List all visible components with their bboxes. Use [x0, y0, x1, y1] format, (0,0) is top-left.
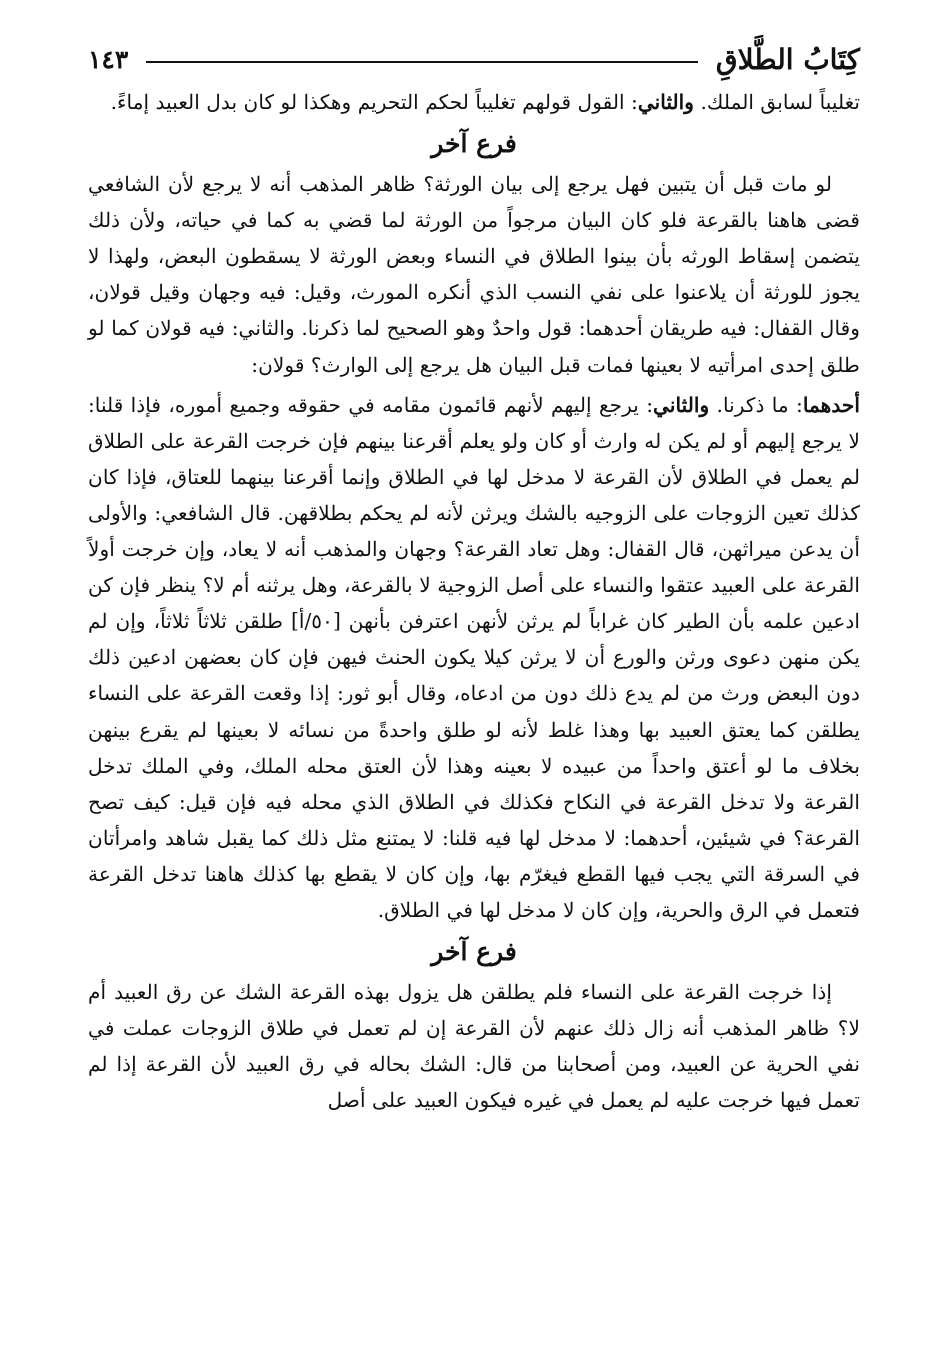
page-header — [88, 34, 860, 84]
second-opinion-label: والثاني — [637, 90, 695, 114]
section-2-paragraph: إذا خرجت القرعة على النساء فلم يطلقن هل يزول بهذه القرعة الشك عن رق العبيد أم لا؟ ظاهر المذهب أنه زال ذلك عنهم لأن القرعة إن لم تعمل في طلاق الزوجات عملت في نفي الحرية عن العبيد، ومن أصحابنا من قال: الشك بحاله في رق العبيد لأن القرعة إذا لم تعمل فيها خرجت عليه لم يعمل في غيره فيكون العبيد على أصل — [88, 980, 860, 1113]
second-opinion-text: : يرجع إليهم لأنهم قائمون مقامه في حقوقه وجميع أموره، فإذا قلنا: لا يرجع إليهم أو لم يكن له وارث أو كان ولو يعلم أقرعنا بينهم فإن خرجت القرعة على الطلاق لم يعمل في الطلاق لأن القرعة لا مدخل لها في الطلاق وإنما أقرعنا بينهما للعتاق، فإذا كان كذلك تعين الزوجات على الزوجيه بالشك ويرثن لأنه لم يحكم بطلاقهن. قال الشافعي: والأولى أن يدعن ميراثهن، قال القفال: وهل تعاد القرعة؟ وجهان والمذهب أنه لا يعاد، وإن خرجت أولاً القرعة على العبيد عتقوا والنساء على أصل الزوجية لا بالقرعة، وهل يرثنه أم لا؟ ينظر فإن كن ادعين علمه بأن الطير كان غراباً لم يرثن لأنهن اعترفن بأنهن [٥٠/أ] طلقن ثلاثاً ثلاثاً، وإن لم يكن منهن دعوى ورثن والورع أن لا يرثن كيلا يكون الحنث فيهن فإن كان بعضهن ادعين ذلك دون البعض ورث من لم يدع ذلك دون من ادعاه، وقال أبو ثور: إذا وقعت القرعة على النساء يطلقن كما يعتق العبيد بها وهذا غلط لأنه لو طلق واحدةً من نسائه لا بعينها لم يقرع بينهن بخلاف ما لو أعتق واحداً من عبيده لا بعينه وهذا لأن العتق محله الملك، وفي الملك تدخل القرعة ولا تدخل القرعة في النكاح فكذلك في الطلاق الذي محله فيه فإن قيل: كيف تصح القرعة؟ في شيئين، أحدهما: لا مدخل لها فيه قلنا: لا يمتنع مثل ذلك كما يقبل شاهد وامرأتان في السرقة التي يجب فيها القطع فيغرّم بها، وإن كان لا يقطع بها كذلك هاهنا تدخل القرعة فتعمل في الرق والحرية، وإن كان لا مدخل لها في الطلاق. — [88, 392, 860, 922]
section-1-paragraph-1: لو مات قبل أن يتبين فهل يرجع إلى بيان الورثة؟ ظاهر المذهب أنه لا يرجع لأن الشافعي قضى هاهنا بالقرعة فلو كان البيان مرجواً من الورثة لما قضي به كما في حياته، ولأن ذلك يتضمن إسقاط الورثه بأن بينوا الطلاق في النساء وبعض الورثة لا يسقطون البعض، ولهذا لا يجوز للورثة أن يلاعنوا على نفي النسب الذي أنكره المورث، وقيل: فيه وجهان وقيل قولان، وقال القفال: فيه طريقان أحدهما: قول واحدٌ وهو الصحيح لما ذكرنا. والثاني: فيه قولان كما لو طلق إحدى امرأتيه لا بعينها فمات قبل البيان هل يرجع إلى الوارث؟ قولان: — [88, 172, 860, 377]
first-opinion-text: : ما ذكرنا. — [716, 392, 803, 417]
second-opinion-label-2: والثاني — [653, 392, 710, 417]
opening-text-end: : القول قولهم تغليباً لحكم التحريم وهكذا لو كان بدل العبيد إماءً. — [110, 90, 638, 114]
section-1-paragraph-2 — [88, 387, 860, 928]
page-number: ١٤٣ — [88, 44, 129, 74]
running-title: كِتَابُ الطَّلاقِ — [715, 42, 860, 76]
section-heading-1: فرع آخر — [431, 129, 517, 159]
opening-paragraph — [88, 84, 860, 120]
section-heading-2: فرع آخر — [431, 937, 517, 967]
opening-text-start: تغليباً لسابق الملك. — [700, 90, 860, 114]
book-page — [88, 34, 860, 1344]
first-opinion-label: أحدهما — [802, 392, 861, 417]
header-rule — [146, 61, 698, 63]
